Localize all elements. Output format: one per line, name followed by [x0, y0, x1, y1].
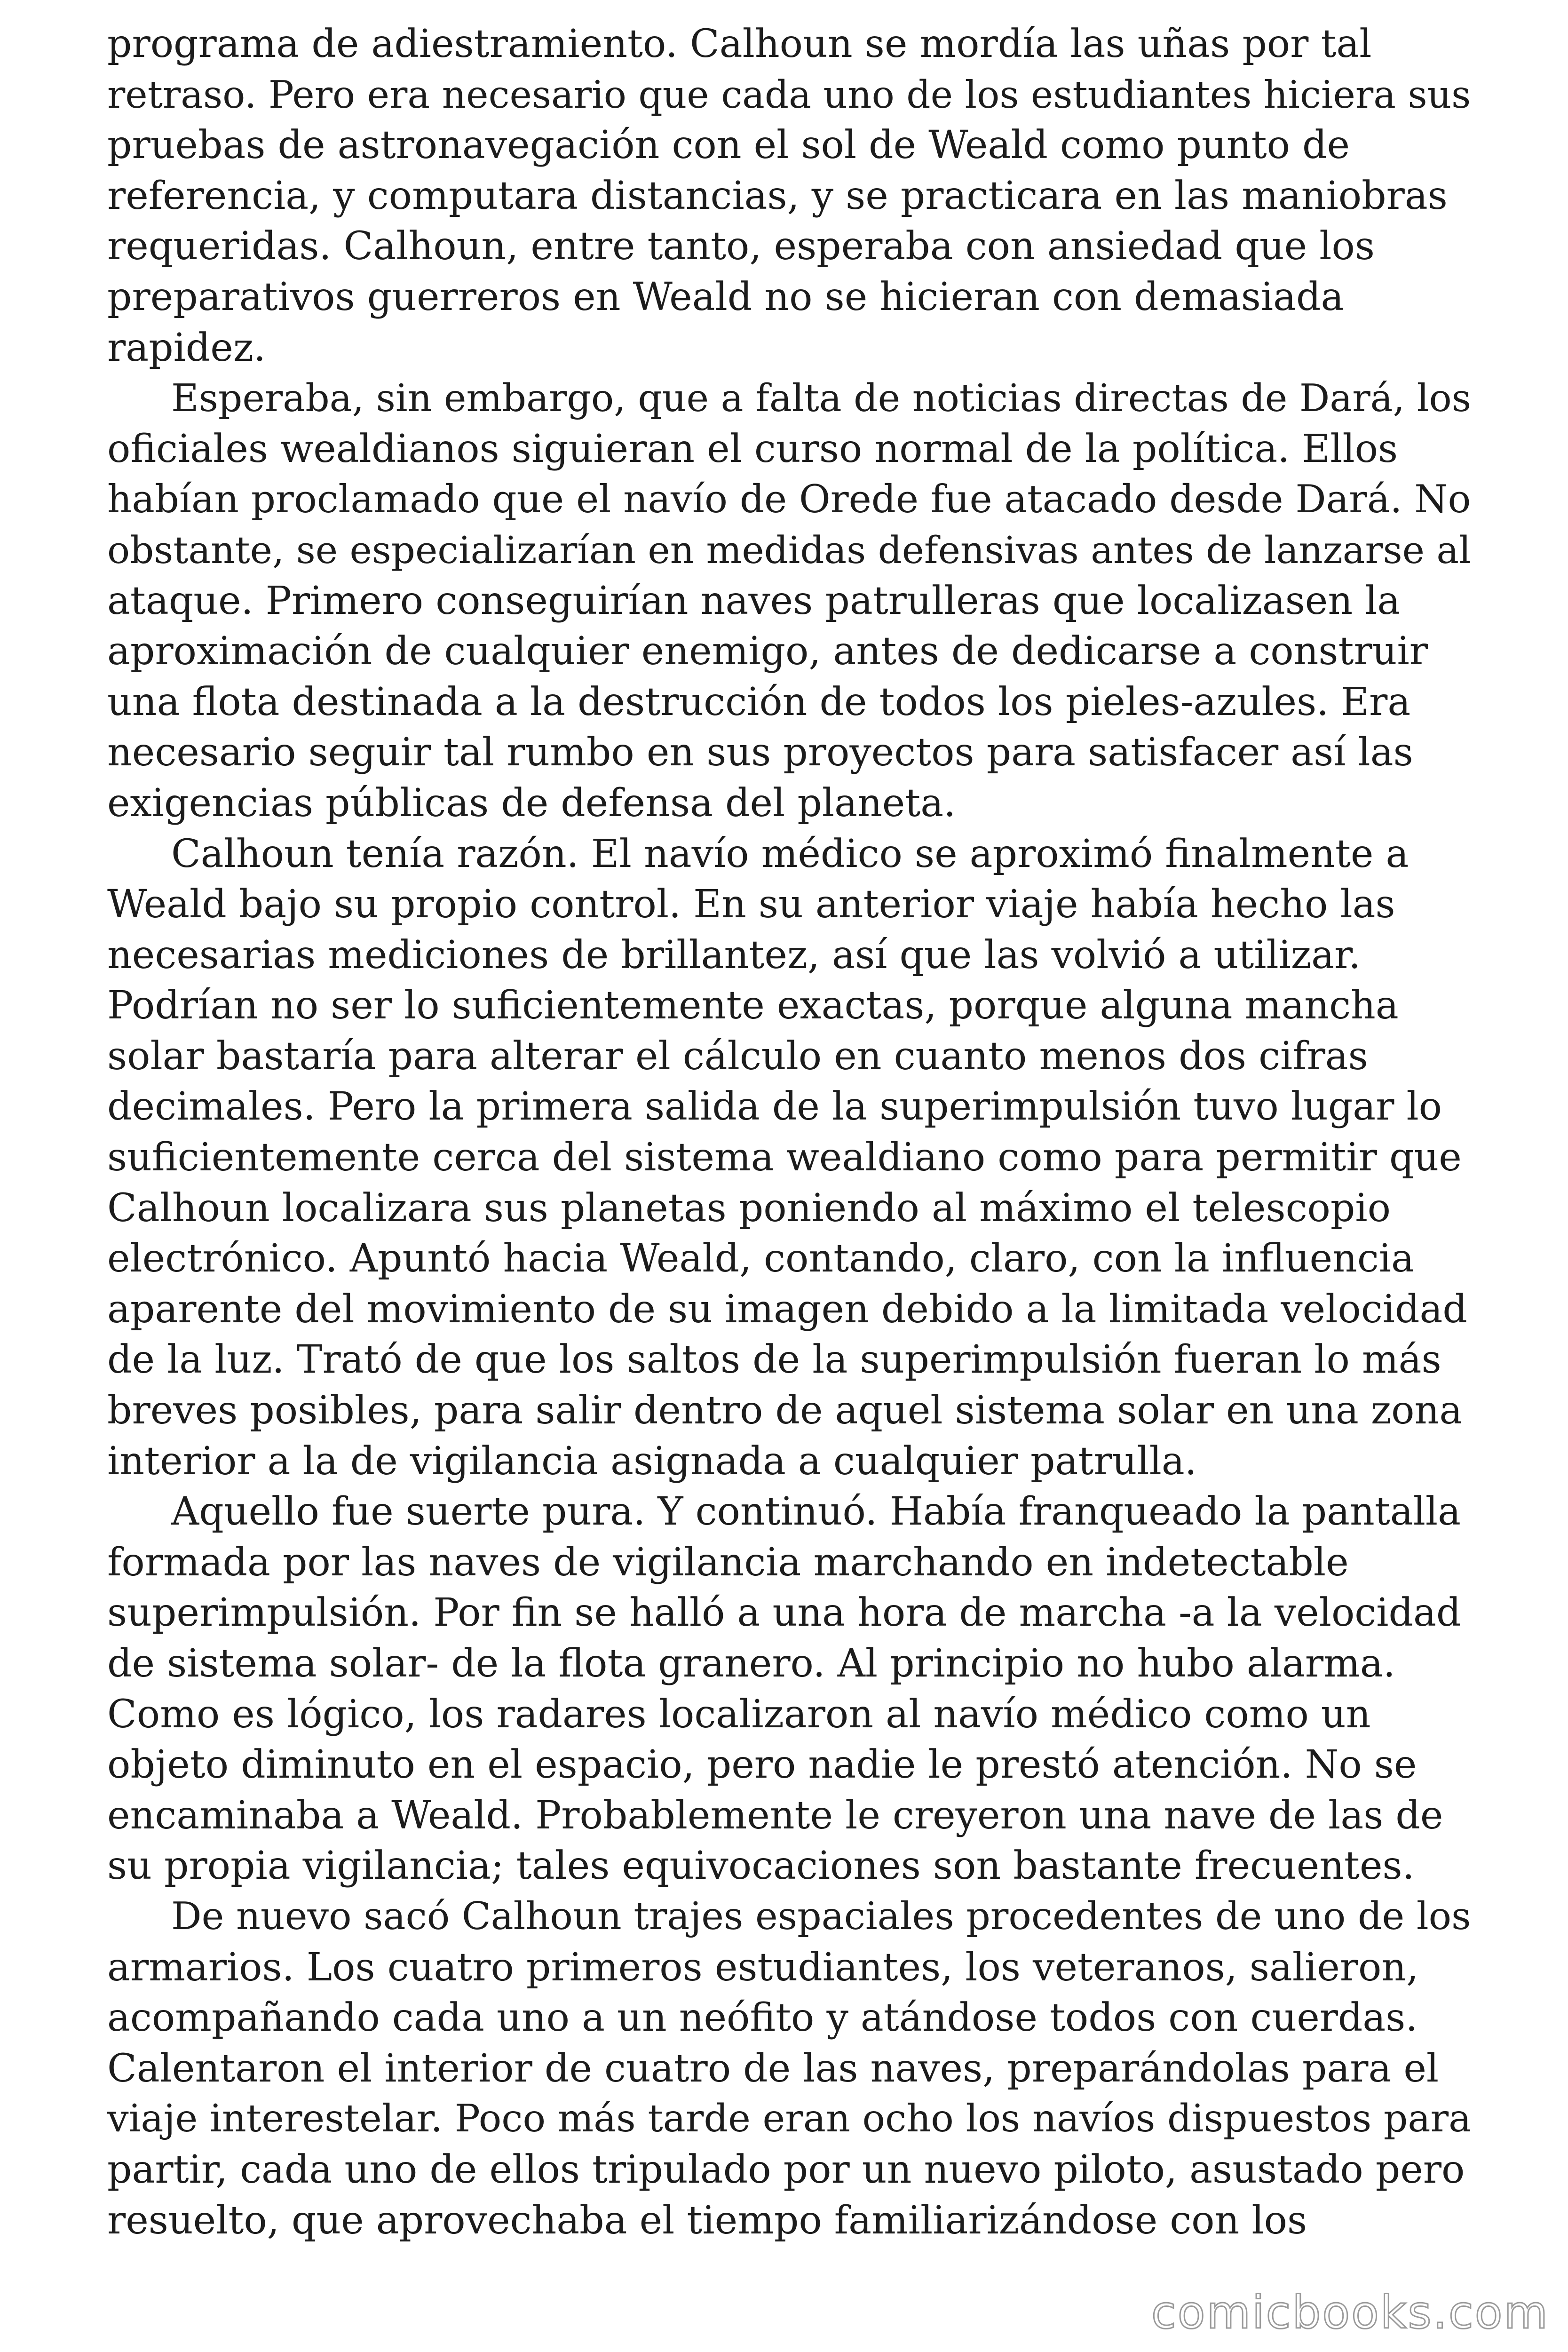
text-line: resuelto, que aprovechaba el tiempo familiarizándose con los [107, 2198, 1307, 2243]
text-line: suficientemente cerca del sistema wealdiano como para permitir que [107, 1135, 1462, 1180]
text-line: breves posibles, para salir dentro de aquel sistema solar en una zona [107, 1388, 1463, 1433]
text-line: partir, cada uno de ellos tripulado por un nuevo piloto, asustado pero [107, 2147, 1465, 2192]
text-line: formada por las naves de vigilancia marchando en indetectable [107, 1540, 1349, 1585]
text-line: de sistema solar- de la flota granero. Al principio no hubo alarma. [107, 1641, 1395, 1686]
text-line: habían proclamado que el navío de Orede fue atacado desde Dará. No [107, 477, 1471, 522]
text-line: electrónico. Apuntó hacia Weald, contando, claro, con la influencia [107, 1236, 1414, 1281]
paragraph-first-line: De nuevo sacó Calhoun trajes espaciales procedentes de uno de los [171, 1894, 1471, 1939]
text-line: requeridas. Calhoun, entre tanto, esperaba con ansiedad que los [107, 224, 1375, 269]
text-line: superimpulsión. Por fin se halló a una hora de marcha -a la velocidad [107, 1590, 1461, 1636]
text-line: Calhoun localizara sus planetas poniendo al máximo el telescopio [107, 1185, 1391, 1231]
text-line: Podrían no ser lo suficientemente exactas, porque alguna mancha [107, 983, 1399, 1028]
watermark-logo: comicbooks.com [1151, 2286, 1549, 2339]
text-line: obstante, se especializarían en medidas defensivas antes de lanzarse al [107, 528, 1471, 572]
text-line: necesarias mediciones de brillantez, así que las volvió a utilizar. [107, 932, 1361, 977]
text-line: oficiales wealdianos siguieran el curso normal de la política. Ellos [107, 426, 1398, 471]
text-line: Weald bajo su propio control. En su anterior viaje había hecho las [107, 882, 1395, 927]
text-line: de la luz. Trató de que los saltos de la superimpulsión fueran lo más [107, 1337, 1441, 1383]
paragraph-first-line: Aquello fue suerte pura. Y continuó. Había franqueado la pantalla [171, 1489, 1461, 1534]
text-line: pruebas de astronavegación con el sol de Weald como punto de [107, 123, 1350, 168]
text-line: aparente del movimiento de su imagen debido a la limitada velocidad [107, 1287, 1467, 1332]
paragraph-first-line: Calhoun tenía razón. El navío médico se aproximó finalmente a [171, 831, 1409, 876]
text-line: Calentaron el interior de cuatro de las naves, preparándolas para el [107, 2046, 1439, 2091]
body-text [107, 19, 1471, 2246]
text-line: Como es lógico, los radares localizaron al navío médico como un [107, 1692, 1371, 1737]
text-line: preparativos guerreros en Weald no se hicieran con demasiada [107, 274, 1344, 319]
text-line: objeto diminuto en el espacio, pero nadie le prestó atención. No se [107, 1742, 1417, 1788]
text-line: interior a la de vigilancia asignada a cualquier patrulla. [107, 1438, 1197, 1484]
text-line: aproximación de cualquier enemigo, antes de dedicarse a construir [107, 629, 1428, 674]
text-line: rapidez. [107, 325, 266, 370]
text-line: decimales. Pero la primera salida de la superimpulsión tuvo lugar lo [107, 1084, 1442, 1129]
text-line: exigencias públicas de defensa del planeta. [107, 780, 956, 826]
text-line: referencia, y computara distancias, y se practicara en las maniobras [107, 173, 1448, 218]
text-line: solar bastaría para alterar el cálculo en cuanto menos dos cifras [107, 1033, 1368, 1079]
text-line: programa de adiestramiento. Calhoun se mordía las uñas por tal [107, 22, 1372, 66]
paragraph-first-line: Esperaba, sin embargo, que a falta de noticias directas de Dará, los [171, 376, 1471, 421]
text-line: viaje interestelar. Poco más tarde eran ocho los navíos dispuestos para [107, 2097, 1472, 2141]
text-line: su propia vigilancia; tales equivocaciones son bastante frecuentes. [107, 1843, 1415, 1889]
text-line: necesario seguir tal rumbo en sus proyectos para satisfacer así las [107, 730, 1413, 775]
text-line: encaminaba a Weald. Probablemente le creyeron una nave de las de [107, 1793, 1443, 1838]
text-line: una flota destinada a la destrucción de todos los pieles-azules. Era [107, 679, 1411, 724]
text-line: ataque. Primero conseguirían naves patrulleras que localizasen la [107, 578, 1401, 623]
text-line: acompañando cada uno a un neófito y atándose todos con cuerdas. [107, 1995, 1418, 2041]
text-line: retraso. Pero era necesario que cada uno de los estudiantes hiciera sus [107, 72, 1471, 117]
text-line: armarios. Los cuatro primeros estudiantes, los veteranos, salieron, [107, 1945, 1419, 1990]
